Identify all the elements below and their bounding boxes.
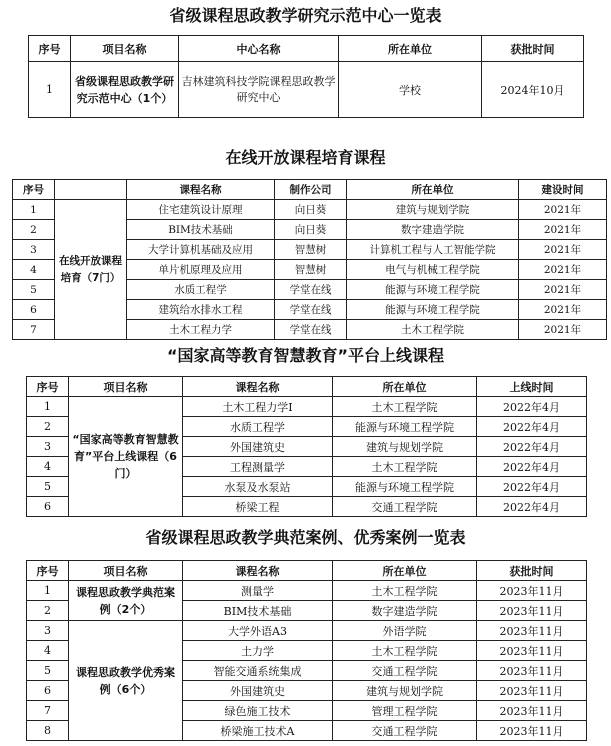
company-name: 智慧树 xyxy=(275,240,347,260)
unit-name: 土木工程学院 xyxy=(333,457,477,477)
course-name: 工程测量学 xyxy=(183,457,333,477)
unit-name: 建筑与规划学院 xyxy=(347,200,519,220)
header-cell: 所在单位 xyxy=(333,377,477,397)
header-cell: 项目名称 xyxy=(69,561,183,581)
unit-name: 交通工程学院 xyxy=(333,661,477,681)
row-number: 4 xyxy=(27,641,69,661)
table-row xyxy=(13,200,607,220)
course-name: 外国建筑史 xyxy=(183,681,333,701)
row-number: 6 xyxy=(13,300,55,320)
header-cell: 获批时间 xyxy=(477,561,587,581)
approval-date: 2023年11月 xyxy=(477,661,587,681)
header-cell: 课程名称 xyxy=(183,561,333,581)
row-number: 4 xyxy=(27,457,69,477)
row-number: 7 xyxy=(13,320,55,340)
build-year: 2021年 xyxy=(519,260,607,280)
course-name: 大学外语A3 xyxy=(183,621,333,641)
section2-title: 在线开放课程培育课程 xyxy=(225,148,386,167)
build-year: 2021年 xyxy=(519,280,607,300)
build-year: 2021年 xyxy=(519,220,607,240)
unit-name: 土木工程学院 xyxy=(333,397,477,417)
unit-name: 建筑与规划学院 xyxy=(333,437,477,457)
table-header-row xyxy=(27,377,587,397)
approval-date: 2023年11月 xyxy=(477,621,587,641)
header-cell: 制作公司 xyxy=(275,180,347,200)
build-year: 2021年 xyxy=(519,320,607,340)
row-number: 5 xyxy=(27,477,69,497)
table-row xyxy=(27,621,587,641)
course-name: BIM技术基础 xyxy=(183,601,333,621)
approval-date: 2023年11月 xyxy=(477,641,587,661)
header-cell: 课程名称 xyxy=(183,377,333,397)
table-row xyxy=(29,62,584,118)
project-name: 省级课程思政教学研究示范中心（1个） xyxy=(71,62,179,118)
online-date: 2022年4月 xyxy=(477,437,587,457)
course-name: 大学计算机基础及应用 xyxy=(127,240,275,260)
company-name: 学堂在线 xyxy=(275,320,347,340)
row-number: 1 xyxy=(29,62,71,118)
row-number: 5 xyxy=(13,280,55,300)
unit-name: 电气与机械工程学院 xyxy=(347,260,519,280)
header-cell xyxy=(55,180,127,200)
unit-name: 数字建造学院 xyxy=(333,601,477,621)
header-cell: 所在单位 xyxy=(333,561,477,581)
header-cell: 中心名称 xyxy=(179,36,339,62)
header-cell: 项目名称 xyxy=(71,36,179,62)
header-cell: 所在单位 xyxy=(339,36,482,62)
company-name: 向日葵 xyxy=(275,200,347,220)
unit-name: 学校 xyxy=(339,62,482,118)
company-name: 智慧树 xyxy=(275,260,347,280)
row-number: 4 xyxy=(13,260,55,280)
row-number: 6 xyxy=(27,681,69,701)
unit-name: 土木工程学院 xyxy=(333,581,477,601)
unit-name: 外语学院 xyxy=(333,621,477,641)
case-table xyxy=(26,560,587,741)
table-row xyxy=(27,581,587,601)
course-name: 建筑给水排水工程 xyxy=(127,300,275,320)
unit-name: 交通工程学院 xyxy=(333,721,477,741)
unit-name: 能源与环境工程学院 xyxy=(333,417,477,437)
course-name: 土木工程力学 xyxy=(127,320,275,340)
row-number: 6 xyxy=(27,497,69,517)
project-group: 课程思政教学优秀案例（6个） xyxy=(69,621,183,741)
unit-name: 交通工程学院 xyxy=(333,497,477,517)
row-number: 3 xyxy=(27,621,69,641)
course-name: 水质工程学 xyxy=(183,417,333,437)
project-group: “国家高等教育智慧教育”平台上线课程（6门） xyxy=(69,397,183,517)
approval-date: 2024年10月 xyxy=(482,62,584,118)
course-name: 土木工程力学Ⅰ xyxy=(183,397,333,417)
header-cell: 序号 xyxy=(29,36,71,62)
course-name: 水质工程学 xyxy=(127,280,275,300)
header-cell: 项目名称 xyxy=(69,377,183,397)
center-name: 吉林建筑科技学院课程思政教学研究中心 xyxy=(179,62,339,118)
platform-course-table xyxy=(26,376,587,517)
table-header-row xyxy=(13,180,607,200)
approval-date: 2023年11月 xyxy=(477,721,587,741)
online-date: 2022年4月 xyxy=(477,457,587,477)
row-number: 5 xyxy=(27,661,69,681)
table-row xyxy=(27,397,587,417)
unit-name: 土木工程学院 xyxy=(347,320,519,340)
unit-name: 计算机工程与人工智能学院 xyxy=(347,240,519,260)
unit-name: 数字建造学院 xyxy=(347,220,519,240)
unit-name: 能源与环境工程学院 xyxy=(347,300,519,320)
course-name: 测量学 xyxy=(183,581,333,601)
course-name: 单片机原理及应用 xyxy=(127,260,275,280)
course-name: 绿色施工技术 xyxy=(183,701,333,721)
course-name: 桥梁工程 xyxy=(183,497,333,517)
course-name: 智能交通系统集成 xyxy=(183,661,333,681)
approval-date: 2023年11月 xyxy=(477,681,587,701)
row-number: 1 xyxy=(27,581,69,601)
header-cell: 课程名称 xyxy=(127,180,275,200)
section1-title: 省级课程思政教学研究示范中心一览表 xyxy=(169,6,442,25)
row-number: 2 xyxy=(27,417,69,437)
course-name: 住宅建筑设计原理 xyxy=(127,200,275,220)
row-number: 3 xyxy=(27,437,69,457)
online-date: 2022年4月 xyxy=(477,477,587,497)
section4-title: 省级课程思政教学典范案例、优秀案例一览表 xyxy=(145,528,466,547)
project-group: 在线开放课程培育（7门） xyxy=(55,200,127,340)
header-cell: 上线时间 xyxy=(477,377,587,397)
unit-name: 能源与环境工程学院 xyxy=(347,280,519,300)
unit-name: 管理工程学院 xyxy=(333,701,477,721)
course-name: 土力学 xyxy=(183,641,333,661)
header-cell: 序号 xyxy=(13,180,55,200)
unit-name: 能源与环境工程学院 xyxy=(333,477,477,497)
header-cell: 序号 xyxy=(27,377,69,397)
online-course-table xyxy=(12,179,607,340)
row-number: 1 xyxy=(27,397,69,417)
unit-name: 土木工程学院 xyxy=(333,641,477,661)
project-group: 课程思政教学典范案例（2个） xyxy=(69,581,183,621)
approval-date: 2023年11月 xyxy=(477,601,587,621)
company-name: 学堂在线 xyxy=(275,280,347,300)
section3-title: “国家高等教育智慧教育”平台上线课程 xyxy=(166,346,445,365)
online-date: 2022年4月 xyxy=(477,497,587,517)
course-name: 外国建筑史 xyxy=(183,437,333,457)
table-header-row xyxy=(27,561,587,581)
header-cell: 所在单位 xyxy=(347,180,519,200)
row-number: 2 xyxy=(27,601,69,621)
row-number: 1 xyxy=(13,200,55,220)
row-number: 7 xyxy=(27,701,69,721)
row-number: 2 xyxy=(13,220,55,240)
row-number: 8 xyxy=(27,721,69,741)
online-date: 2022年4月 xyxy=(477,417,587,437)
header-cell: 建设时间 xyxy=(519,180,607,200)
course-name: BIM技术基础 xyxy=(127,220,275,240)
course-name: 桥梁施工技术A xyxy=(183,721,333,741)
build-year: 2021年 xyxy=(519,300,607,320)
header-cell: 获批时间 xyxy=(482,36,584,62)
table-header-row xyxy=(29,36,584,62)
company-name: 学堂在线 xyxy=(275,300,347,320)
company-name: 向日葵 xyxy=(275,220,347,240)
course-name: 水泵及水泵站 xyxy=(183,477,333,497)
header-cell: 序号 xyxy=(27,561,69,581)
approval-date: 2023年11月 xyxy=(477,701,587,721)
build-year: 2021年 xyxy=(519,240,607,260)
row-number: 3 xyxy=(13,240,55,260)
online-date: 2022年4月 xyxy=(477,397,587,417)
unit-name: 建筑与规划学院 xyxy=(333,681,477,701)
approval-date: 2023年11月 xyxy=(477,581,587,601)
demo-center-table xyxy=(28,35,584,118)
build-year: 2021年 xyxy=(519,200,607,220)
